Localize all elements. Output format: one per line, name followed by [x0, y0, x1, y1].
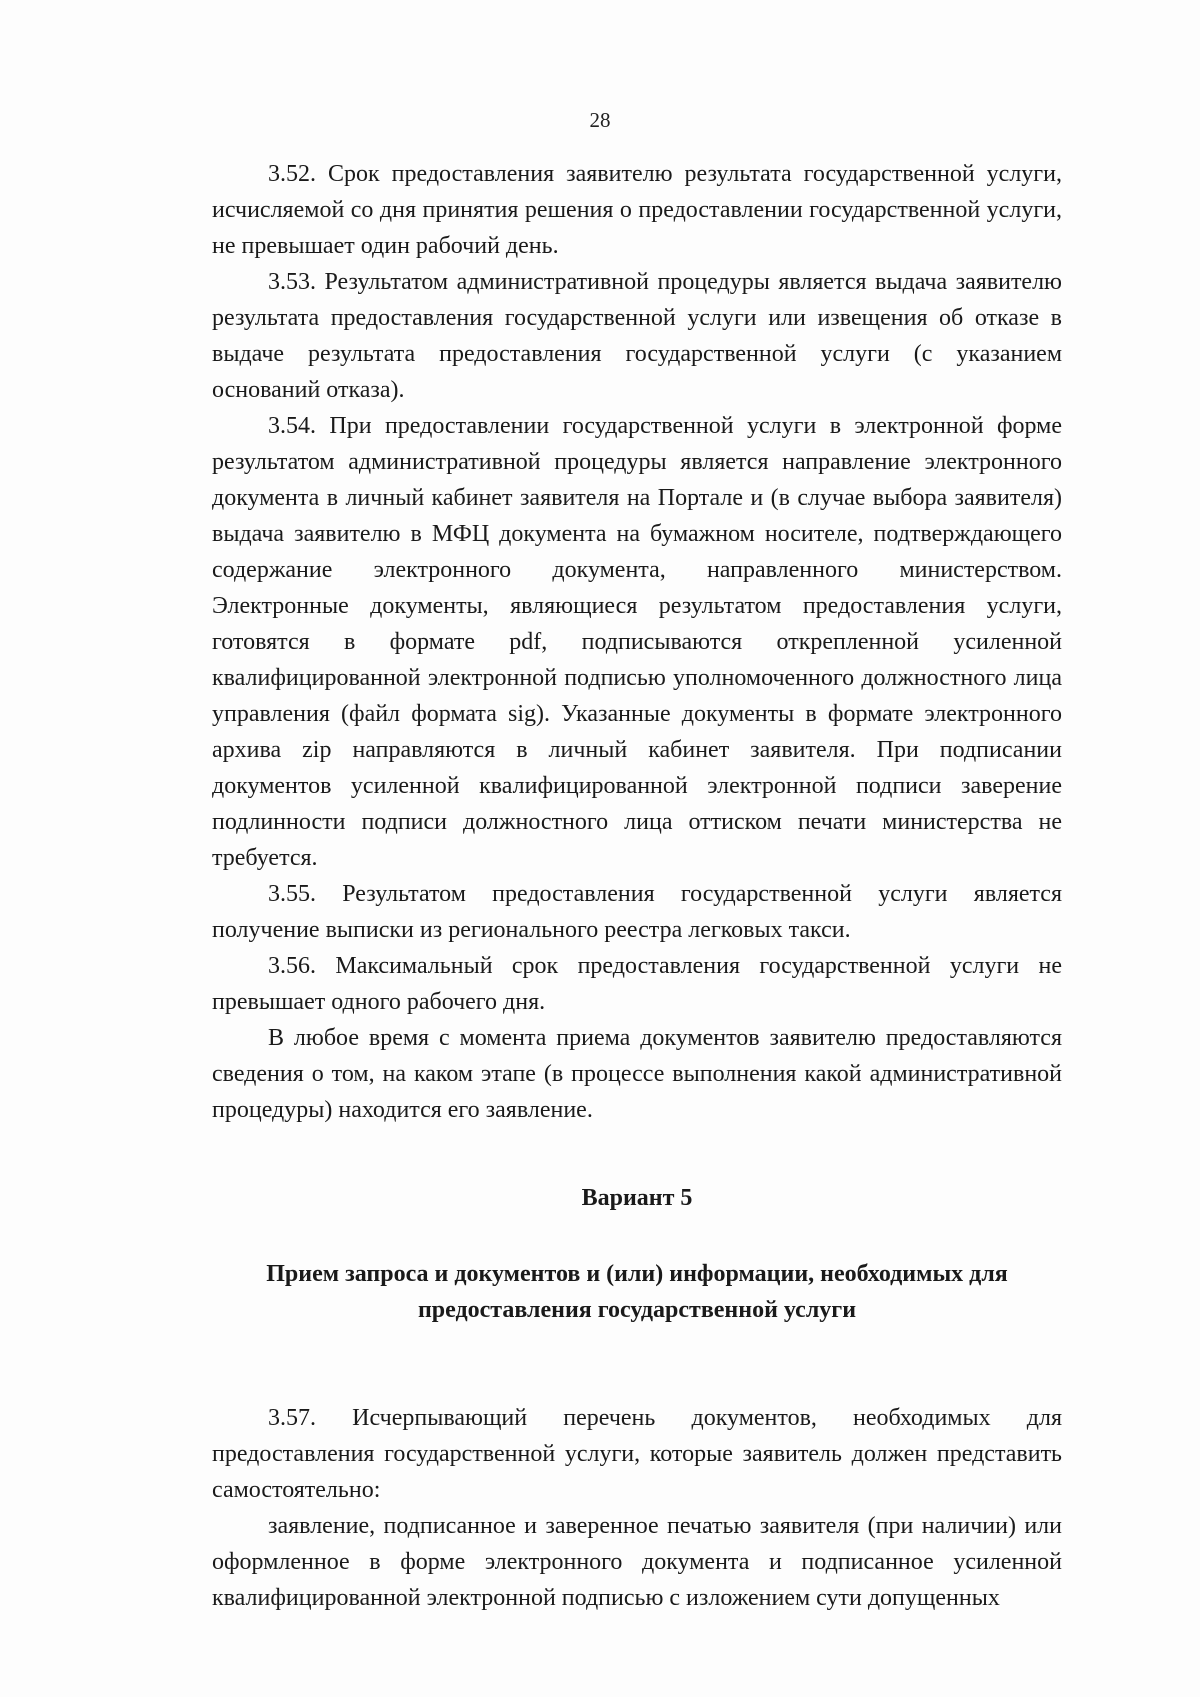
page-number: 28	[589, 108, 611, 132]
document-body	[212, 156, 1062, 1616]
paragraph-3-53: 3.53. Результатом административной процедуры является выдача заявителю результата предоставления государственной услуги или извещения об отказе в выдаче результата предоставления государственной услуги (с указанием оснований отказа).	[212, 269, 1062, 403]
paragraph-3-55: 3.55. Результатом предоставления государственной услуги является получение выписки из регионального реестра легковых такси.	[212, 881, 1062, 943]
paragraph-application-statement: заявление, подписанное и заверенное печатью заявителя (при наличии) или оформленное в форме электронного документа и подписанное усиленной квалифицированной электронной подписью с изложением сути допущенных	[212, 1513, 1062, 1611]
paragraph-status-info: В любое время с момента приема документов заявителю предоставляются сведения о том, на каком этапе (в процессе выполнения какой административной процедуры) находится его заявление.	[212, 1025, 1062, 1123]
paragraph-3-52: 3.52. Срок предоставления заявителю результата государственной услуги, исчисляемой со дня принятия решения о предоставлении государственной услуги, не превышает один рабочий день.	[212, 161, 1062, 259]
variant-heading: Вариант 5	[581, 1185, 693, 1211]
section-heading: Прием запроса и документов и (или) информации, необходимых для предоставления государственной услуги	[266, 1261, 1008, 1323]
paragraph-3-57: 3.57. Исчерпывающий перечень документов, необходимых для предоставления государственной услуги, которые заявитель должен представить самостоятельно:	[212, 1405, 1062, 1503]
paragraph-3-54: 3.54. При предоставлении государственной услуги в электронной форме результатом административной процедуры является направление электронного документа в личный кабинет заявителя на Портале и (в случае выбора заявителя) выдача заявителю в МФЦ документа на бумажном носителе, подтверждающего содержание электронного документа, направленного министерством. Электронные документы, являющиеся результатом предоставления услуги, готовятся в формате pdf, подписываются открепленной усиленной квалифицированной электронной подписью уполномоченного должностного лица управления (файл формата sig). Указанные документы в формате электронного архива zip направляются в личный кабинет заявителя. При подписании документов усиленной квалифицированной электронной подписи заверение подлинности подписи должностного лица оттиском печати министерства не требуется.	[212, 413, 1062, 871]
paragraph-3-56: 3.56. Максимальный срок предоставления государственной услуги не превышает одного рабочего дня.	[212, 953, 1062, 1015]
